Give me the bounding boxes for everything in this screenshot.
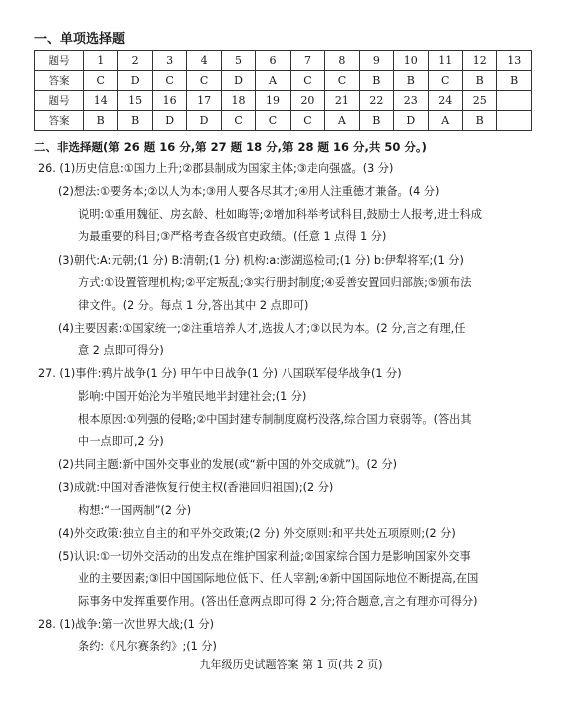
answer-table bbox=[34, 50, 532, 131]
cell: 3 bbox=[152, 51, 186, 71]
table-row bbox=[35, 111, 532, 131]
cell: B bbox=[359, 111, 393, 131]
row-label-question: 题号 bbox=[35, 51, 84, 71]
cell: C bbox=[221, 111, 255, 131]
answer-line: 意 2 点即可得分) bbox=[78, 344, 164, 357]
row-label-question: 题号 bbox=[35, 91, 84, 111]
cell: 7 bbox=[290, 51, 324, 71]
cell: 6 bbox=[256, 51, 290, 71]
cell: D bbox=[118, 71, 152, 91]
cell: 22 bbox=[359, 91, 393, 111]
answer-line: (5)认识:①一切外交活动的出发点在维护国家利益;②国家综合国力是影响国家外交事 bbox=[58, 550, 471, 563]
answer-line: (4)主要因素:①国家统一;②注重培养人才,选拔人才;③以民为本。(2 分,言之有理,任 bbox=[58, 322, 466, 335]
cell: C bbox=[187, 71, 221, 91]
cell: 10 bbox=[394, 51, 428, 71]
answer-line: 业的主要因素;③旧中国国际地位低下、任人宰割;④新中国国际地位不断提高,在国 bbox=[78, 572, 479, 585]
answer-line: 为最重要的科目;③严格考查各级官吏政绩。(任意 1 点得 1 分) bbox=[78, 230, 387, 243]
cell: C bbox=[256, 111, 290, 131]
cell: 16 bbox=[152, 91, 186, 111]
answer-line: 构想:“一国两制”(2 分) bbox=[78, 504, 192, 517]
cell: A bbox=[256, 71, 290, 91]
answer-line: 26. (1)历史信息:①国力上升;②郡县制成为国家主体;③走向强盛。(3 分) bbox=[38, 162, 394, 175]
cell: 1 bbox=[84, 51, 118, 71]
cell: 12 bbox=[462, 51, 496, 71]
cell: C bbox=[152, 71, 186, 91]
cell: B bbox=[118, 111, 152, 131]
cell: C bbox=[290, 71, 324, 91]
answer-line: 说明:①重用魏征、房玄龄、杜如晦等;②增加科举考试科目,鼓励士人报考,进士科成 bbox=[78, 208, 482, 221]
cell: 9 bbox=[359, 51, 393, 71]
cell: D bbox=[187, 111, 221, 131]
cell: 19 bbox=[256, 91, 290, 111]
cell: B bbox=[84, 111, 118, 131]
cell: 13 bbox=[497, 51, 532, 71]
answer-line: 方式:①设置管理机构;②平定叛乱;③实行册封制度;④妥善安置回归部族;⑤颁布法 bbox=[78, 276, 472, 289]
cell: B bbox=[394, 71, 428, 91]
cell: D bbox=[152, 111, 186, 131]
cell bbox=[497, 91, 532, 111]
cell: 21 bbox=[325, 91, 359, 111]
answer-line: 际事务中发挥重要作用。(答出任意两点即可得 2 分;符合题意,言之有理亦可得分) bbox=[78, 595, 478, 608]
cell: B bbox=[462, 111, 496, 131]
cell: D bbox=[221, 71, 255, 91]
answer-line: (3)朝代:A:元朝;(1 分) B:清朝;(1 分) 机构:a:澎湖巡检司;(1 分) b:伊犁将军;(1 分) bbox=[58, 254, 464, 267]
cell: 8 bbox=[325, 51, 359, 71]
cell: 11 bbox=[428, 51, 462, 71]
cell: 20 bbox=[290, 91, 324, 111]
cell: 17 bbox=[187, 91, 221, 111]
page-footer: 九年级历史试题答案 第 1 页(共 2 页) bbox=[199, 658, 383, 671]
cell: 25 bbox=[462, 91, 496, 111]
cell bbox=[497, 111, 532, 131]
answer-line: 影响:中国开始沦为半殖民地半封建社会;(1 分) bbox=[78, 390, 307, 403]
table-row bbox=[35, 51, 532, 71]
part2-heading: 二、非选择题(第 26 题 16 分,第 27 题 18 分,第 28 题 16 分,共 50 分。) bbox=[34, 140, 427, 154]
cell: D bbox=[394, 111, 428, 131]
cell: 18 bbox=[221, 91, 255, 111]
answer-line: (2)想法:①要务本;②以人为本;③用人要各尽其才;④用人注重德才兼备。(4 分) bbox=[58, 185, 440, 198]
cell: B bbox=[462, 71, 496, 91]
answer-line: 28. (1)战争:第一次世界大战;(1 分) bbox=[38, 618, 215, 631]
cell: C bbox=[84, 71, 118, 91]
answer-line: 条约:《凡尔赛条约》;(1 分) bbox=[78, 640, 217, 653]
cell: 24 bbox=[428, 91, 462, 111]
cell: 2 bbox=[118, 51, 152, 71]
answer-line: (2)共同主题:新中国外交事业的发展(或“新中国的外交成就”)。(2 分) bbox=[58, 458, 398, 471]
part1-heading: 一、单项选择题 bbox=[34, 32, 126, 47]
cell: 14 bbox=[84, 91, 118, 111]
cell: C bbox=[325, 71, 359, 91]
row-label-answer: 答案 bbox=[35, 71, 84, 91]
cell: 15 bbox=[118, 91, 152, 111]
cell: B bbox=[359, 71, 393, 91]
answer-line: (4)外交政策:独立自主的和平外交政策;(2 分) 外交原则:和平共处五项原则;(2 分) bbox=[58, 527, 456, 540]
cell: A bbox=[325, 111, 359, 131]
table-row bbox=[35, 71, 532, 91]
cell: 23 bbox=[394, 91, 428, 111]
cell: A bbox=[428, 111, 462, 131]
cell: 4 bbox=[187, 51, 221, 71]
cell: B bbox=[497, 71, 532, 91]
cell: 5 bbox=[221, 51, 255, 71]
cell: C bbox=[428, 71, 462, 91]
table-row bbox=[35, 91, 532, 111]
cell: C bbox=[290, 111, 324, 131]
answer-line: (3)成就:中国对香港恢复行使主权(香港回归祖国);(2 分) bbox=[58, 481, 334, 494]
answer-line: 根本原因:①列强的侵略;②中国封建专制制度腐朽没落,综合国力衰弱等。(答出其 bbox=[78, 413, 472, 426]
row-label-answer: 答案 bbox=[35, 111, 84, 131]
answer-line: 律文件。(2 分。每点 1 分,答出其中 2 点即可) bbox=[78, 299, 309, 312]
answer-line: 中一点即可,2 分) bbox=[78, 435, 164, 448]
answer-line: 27. (1)事件:鸦片战争(1 分) 甲午中日战争(1 分) 八国联军侵华战争(1 分) bbox=[38, 367, 402, 380]
